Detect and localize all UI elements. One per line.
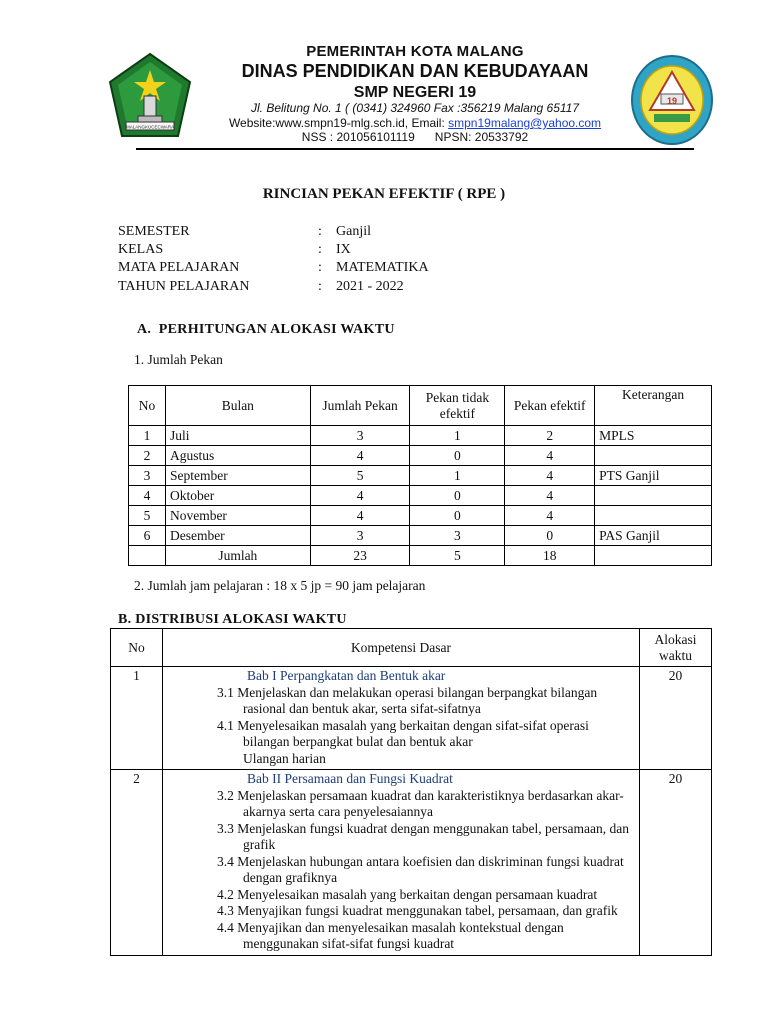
cell-tidak-efektif: 1 (410, 426, 505, 446)
meta-sep: : (318, 279, 322, 294)
cell-total-jumlah: 23 (310, 546, 410, 566)
meta-key: TAHUN PELAJARAN (118, 279, 250, 294)
letterhead-government: PEMERINTAH KOTA MALANG (306, 43, 524, 60)
col-header: Alokasi waktu (640, 629, 712, 667)
cell-bulan: Agustus (165, 446, 310, 466)
letterhead-school-name: SMP NEGERI 19 (353, 84, 477, 101)
cell-total-tidak-efektif: 5 (410, 546, 505, 566)
kd-item: 4.3 Menyajikan fungsi kuadrat menggunakan tabel, persamaan, dan grafik (217, 903, 618, 918)
cell-jumlah: 5 (310, 466, 410, 486)
cell-no: 2 (111, 770, 163, 956)
cell-keterangan: MPLS (595, 426, 712, 446)
cell-keterangan (595, 446, 712, 466)
cell-no: 2 (129, 446, 166, 466)
svg-text:19: 19 (666, 96, 678, 106)
pekan-table (128, 385, 712, 566)
cell-no: 6 (129, 526, 166, 546)
meta-key: SEMESTER (118, 224, 190, 239)
col-header: Keterangan (595, 386, 712, 426)
cell-efektif: 4 (505, 446, 595, 466)
kd-item: 4.4 Menyajikan dan menyelesaikan masalah kontekstual dengan menggunakan sifat-sifat fungsi kuadrat (217, 919, 564, 951)
kd-item: 4.1 Menyelesaikan masalah yang berkaitan dengan sifat-sifat operasi bilangan berpangkat bulat dan bentuk akar (217, 717, 589, 749)
col-header: No (111, 629, 163, 667)
cell-alokasi: 20 (640, 770, 712, 956)
kd-item: 4.2 Menyelesaikan masalah yang berkaitan dengan persamaan kuadrat (217, 886, 598, 902)
svg-text:MALANGKUCECWARA: MALANGKUCECWARA (125, 124, 175, 130)
cell-keterangan: PAS Ganjil (595, 526, 712, 546)
cell-jumlah: 4 (310, 486, 410, 506)
cell-no (129, 546, 166, 566)
kd-item: 3.4 Menjelaskan hubungan antara koefisien dan diskriminan fungsi kuadrat dengan grafiknya (217, 853, 624, 885)
table-header-row (111, 629, 712, 667)
kd-item: 3.1 Menjelaskan dan melakukan operasi bilangan berpangkat bilangan rasional dan bentuk akar, serta sifat-sifatnya (217, 684, 598, 716)
kd-item: 3.3 Menjelaskan fungsi kuadrat dengan menggunakan tabel, persamaan, dan grafik (217, 820, 629, 852)
cell-kompetensi (163, 667, 640, 770)
cell-jumlah: 4 (310, 506, 410, 526)
meta-value: Ganjil (336, 224, 371, 239)
letterhead-address: Jl. Belitung No. 1 ( (0341) 324960 Fax :356219 Malang 65117 (251, 101, 579, 115)
letterhead-divider (136, 148, 694, 150)
table-header-row (129, 386, 712, 426)
distribusi-table (110, 628, 712, 956)
cell-efektif: 2 (505, 426, 595, 446)
chapter-title: Bab II Persamaan dan Fungsi Kuadrat (247, 771, 453, 786)
kd-item: 3.2 Menjelaskan persamaan kuadrat dan karakteristiknya berdasarkan akar-akarnya serta cara penyelesaiannya (217, 787, 624, 819)
col-header: Bulan (165, 386, 310, 426)
cell-no: 3 (129, 466, 166, 486)
cell-jumlah: 3 (310, 526, 410, 546)
meta-sep: : (318, 242, 322, 257)
meta-value: MATEMATIKA (336, 260, 429, 275)
cell-bulan: Oktober (165, 486, 310, 506)
col-header: Pekan tidak efektif (410, 386, 505, 426)
cell-total-label: Jumlah (165, 546, 310, 566)
table-total-row (129, 546, 712, 566)
cell-tidak-efektif: 3 (410, 526, 505, 546)
cell-efektif: 0 (505, 526, 595, 546)
table-row (129, 426, 712, 446)
meta-key: MATA PELAJARAN (118, 260, 240, 275)
cell-no: 1 (111, 667, 163, 770)
meta-key: KELAS (118, 242, 164, 257)
jumlah-pekan-label: 1. Jumlah Pekan (134, 352, 223, 367)
cell-keterangan (595, 506, 712, 526)
document-title: RINCIAN PEKAN EFEKTIF ( RPE ) (262, 186, 506, 202)
cell-bulan: Desember (165, 526, 310, 546)
cell-efektif: 4 (505, 506, 595, 526)
cell-no: 4 (129, 486, 166, 506)
table-row (129, 446, 712, 466)
section-a-heading: A. PERHITUNGAN ALOKASI WAKTU (137, 322, 395, 337)
meta-value: 2021 - 2022 (336, 279, 404, 294)
chapter-title: Bab I Perpangkatan dan Bentuk akar (247, 668, 446, 683)
letterhead-department: DINAS PENDIDIKAN DAN KEBUDAYAAN (241, 61, 589, 81)
cell-bulan: September (165, 466, 310, 486)
cell-efektif: 4 (505, 466, 595, 486)
cell-alokasi: 20 (640, 667, 712, 770)
meta-sep: : (318, 260, 322, 275)
table-row (129, 526, 712, 546)
table-row (111, 667, 712, 770)
table-row (129, 506, 712, 526)
cell-keterangan (595, 546, 712, 566)
table-row (111, 770, 712, 956)
cell-no: 5 (129, 506, 166, 526)
cell-efektif: 4 (505, 486, 595, 506)
cell-keterangan (595, 486, 712, 506)
cell-tidak-efektif: 0 (410, 446, 505, 466)
col-header: Kompetensi Dasar (163, 629, 640, 667)
letterhead-nss: NSS : 201056101119 NPSN: 20533792 (301, 130, 529, 144)
jumlah-jam-label: 2. Jumlah jam pelajaran : 18 x 5 jp = 90 jam pelajaran (134, 578, 426, 593)
email-link[interactable]: smpn19malang@yahoo.com (448, 116, 602, 130)
col-header: Pekan efektif (505, 386, 595, 426)
cell-jumlah: 4 (310, 446, 410, 466)
table-row (129, 486, 712, 506)
cell-jumlah: 3 (310, 426, 410, 446)
cell-kompetensi (163, 770, 640, 956)
col-header: No (129, 386, 166, 426)
meta-value: IX (336, 242, 351, 257)
letterhead-contact (150, 116, 680, 130)
cell-keterangan: PTS Ganjil (595, 466, 712, 486)
cell-no: 1 (129, 426, 166, 446)
cell-tidak-efektif: 0 (410, 486, 505, 506)
website-text: Website:www.smpn19-mlg.sch.id, Email: (228, 116, 449, 130)
cell-total-efektif: 18 (505, 546, 595, 566)
cell-bulan: November (165, 506, 310, 526)
cell-tidak-efektif: 1 (410, 466, 505, 486)
table-row (129, 466, 712, 486)
cell-tidak-efektif: 0 (410, 506, 505, 526)
section-b-heading: B. DISTRIBUSI ALOKASI WAKTU (118, 612, 347, 627)
cell-bulan: Juli (165, 426, 310, 446)
kd-extra: Ulangan harian (243, 750, 326, 766)
col-header: Jumlah Pekan (310, 386, 410, 426)
meta-sep: : (318, 224, 322, 239)
